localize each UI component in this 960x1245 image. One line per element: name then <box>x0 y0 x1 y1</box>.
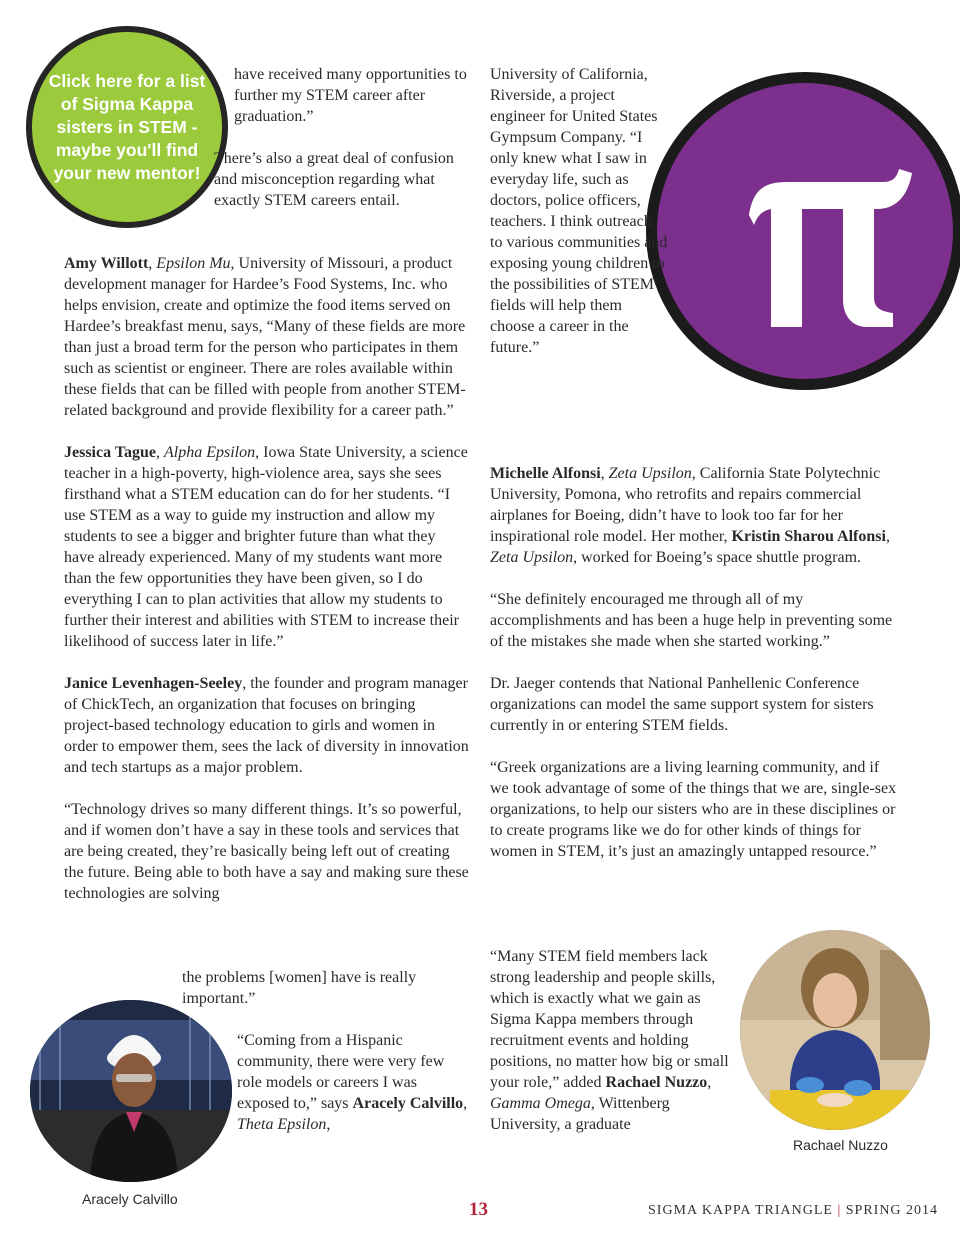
aracely-name: Aracely Calvillo <box>352 1095 464 1112</box>
col1-top-b <box>214 148 464 211</box>
jessica-paragraph: Jessica Tague, Alpha Epsilon, Iowa State University, a science teacher in a high-poverty, high-violence area, says she sees firsthand what a STEM education can do for her students. “I use STEM as a way to guide my instruction and allow my students to see a bigger and brighter future than what they have already experienced. Many of my students want more than the few opportunities they have been given, so I do everything I can to plan activities that allow my students to further their interest and abilities with STEM to increase their likelihood of success later in life.” <box>64 444 468 650</box>
michelle-chapter: Zeta Upsilon <box>608 465 692 482</box>
greek-quote <box>490 757 900 862</box>
rachael-end: , Wittenberg University, a graduate <box>490 1095 670 1133</box>
col1-top-a <box>234 64 474 127</box>
aracely-calvillo-photo <box>30 1000 232 1182</box>
jaeger-paragraph <box>490 673 900 736</box>
rachael-chapter: Gamma Omega <box>490 1095 591 1112</box>
mentor-list-promo[interactable] <box>26 26 228 228</box>
mentor-list-link[interactable]: Click here for a list of Sigma Kappa sisters in STEM - maybe you'll find your new mentor! <box>32 32 222 222</box>
footer-separator: | <box>837 1203 842 1218</box>
kristin-chapter: Zeta Upsilon <box>490 549 574 566</box>
rachael-name: Rachael Nuzzo <box>605 1074 708 1091</box>
aracely-end: , <box>326 1116 331 1133</box>
michelle-name: Michelle Alfonsi <box>490 465 601 482</box>
technology-quote-end-text: the problems [women] have is really important.” <box>182 969 417 1007</box>
pi-symbol-icon <box>657 83 953 379</box>
amy-paragraph: Amy Willott, Epsilon Mu, University of Missouri, a product development manager for Hardee’s Food Systems, Inc. who helps envision, create and optimize the food items served on Hardee’s breakfast menu, says, “Many of these fields are more than just a broad term for the person who participates in them such as scientist or engineer. There are roles available within these fields that can be filled with people from another STEM-related background and provide flexibility for a career path.” <box>64 255 466 419</box>
she-quote <box>490 589 900 652</box>
left-column <box>64 253 469 904</box>
col1-top-a-text: have received many opportunities to further my STEM career after graduation.” <box>234 66 467 125</box>
rachael-nuzzo-photo <box>740 930 930 1130</box>
pi-graphic <box>646 72 960 390</box>
aracely-chapter: Theta Epsilon <box>237 1116 327 1133</box>
col1-top-b-text: There’s also a great deal of confusion and misconception regarding what exactly STEM careers entail. <box>214 150 454 209</box>
right-column <box>490 463 900 883</box>
amy-chapter: Epsilon Mu <box>156 255 231 272</box>
jessica-text: , Iowa State University, a science teacher in a high-poverty, high-violence area, says she sees firsthand what a STEM education can do for her students. “I use STEM as a way to guide my instruction and allow my students to see a bigger and brighter future than what they have already experienced. Many of my students want more than the few opportunities they have been given, so I do everything I can to plan activities that allow my students to further their interest and abilities with STEM to increase their likelihood of success later in life.” <box>64 444 468 650</box>
footer-publication <box>648 1203 938 1219</box>
col2-top <box>490 64 668 358</box>
col2-top-text: University of California, Riverside, a project engineer for United States Gympsum Company. “I only knew what I saw in everyday life, such as doctors, police officers, teachers. I think outreach to various communities and exposing young children to the possibilities of STEM fields will help them choose a career in the future.” <box>490 66 668 356</box>
many-quote: “Many STEM field members lack strong leadership and people skills, which is exactly what we gain as Sigma Kappa members through recruitment events and holding positions, no matter how big or small your role,” added Rachael Nuzzo, Gamma Omega, Wittenberg University, a graduate <box>490 948 729 1133</box>
issue-label: SPRING 2014 <box>845 1203 939 1218</box>
janice-name: Janice Levenhagen-Seeley <box>64 675 243 692</box>
aracely-quote-text: “Coming from a Hispanic community, there were very few role models or careers I was exposed to,” says <box>237 1032 445 1112</box>
michelle-text-a: , California State Polytechnic University, Pomona, who retrofits and repairs commercial airplanes for Boeing, didn’t have to look too far for her inspirational role model. Her mother, <box>490 465 881 545</box>
aracely-caption: Aracely Calvillo <box>82 1191 178 1207</box>
amy-name: Amy Willott <box>64 255 149 272</box>
rachael-portrait-image <box>740 930 930 1130</box>
jessica-chapter: Alpha Epsilon <box>164 444 256 461</box>
aracely-portrait-image <box>30 1000 232 1182</box>
jaeger-text: Dr. Jaeger contends that National Panhellenic Conference organizations can model the same support system for sisters currently in or entering STEM fields. <box>490 675 874 734</box>
page-number: 13 <box>469 1199 488 1220</box>
janice-paragraph <box>64 673 469 778</box>
michelle-paragraph: Michelle Alfonsi, Zeta Upsilon, California State Polytechnic University, Pomona, who retrofits and repairs commercial airplanes for Boeing, didn’t have to look too far for her inspirational role model. Her mother, Kristin Sharou Alfonsi, Zeta Upsilon, worked for Boeing’s space shuttle program. <box>490 465 890 566</box>
jessica-name: Jessica Tague <box>64 444 157 461</box>
greek-quote-text: “Greek organizations are a living learning community, and if we took advantage of some of the things that we are, single-sex organizations, to help our sisters who are in these disciplines or to create programs like we do for other kinds of things for women in STEM, it’s just an amazingly untapped resource.” <box>490 759 897 860</box>
michelle-text-b: , worked for Boeing’s space shuttle program. <box>573 549 862 566</box>
amy-text: , University of Missouri, a product development manager for Hardee’s Food Systems, Inc. who helps envision, create and optimize the food items served on Hardee’s breakfast menu, says, “Many of these fields are more than just a broad term for the person who participates in them such as scientist or engineer. There are roles available within these fields that can be filled with people from another STEM-related background and provide flexibility for a career path.” <box>64 255 466 419</box>
aracely-quote: “Coming from a Hispanic community, there were very few role models or careers I was exposed to,” says Aracely Calvillo, Theta Epsilon, <box>237 1032 468 1133</box>
janice-text: , the founder and program manager of ChickTech, an organization that focuses on bringing project-based technology education to girls and women in order to empower them, sees the lack of diversity in innovation and tech startups as a major problem. <box>64 675 469 776</box>
kristin-name: Kristin Sharou Alfonsi <box>731 528 886 545</box>
rachael-caption: Rachael Nuzzo <box>793 1137 888 1153</box>
technology-quote-end <box>182 967 452 1009</box>
many-quote-text: “Many STEM field members lack strong leadership and people skills, which is exactly what we gain as Sigma Kappa members through recruitment events and holding positions, no matter how big or small your role,” added <box>490 948 729 1091</box>
technology-quote <box>64 799 469 904</box>
technology-quote-text: “Technology drives so many different things. It’s so powerful, and if women don’t have a say in these tools and services that are being created, they’re basically being left out of creating the future. Being able to both have a say and making sure these technologies are solving <box>64 801 469 902</box>
publication-name: SIGMA KAPPA TRIANGLE <box>648 1203 833 1218</box>
she-quote-text: “She definitely encouraged me through all of my accomplishments and has been a huge help in preventing some of the mistakes she made when she started working.” <box>490 591 893 650</box>
pi-graphic-inner <box>657 83 953 379</box>
